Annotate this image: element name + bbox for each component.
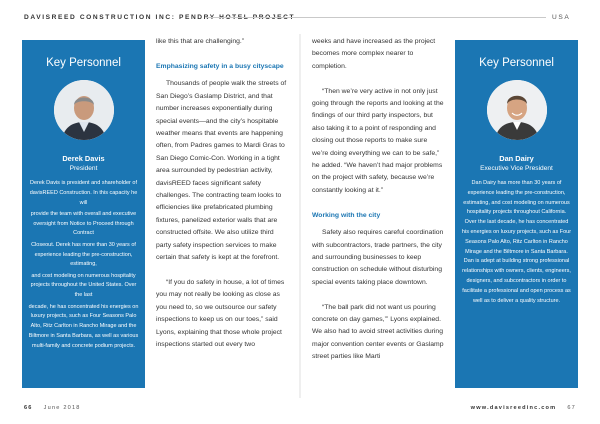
page-header [0,0,600,34]
publication-title: DAVISREED CONSTRUCTION INC: PENDRY HOTEL PROJECT [24,14,296,21]
article-paragraph: Safety also requires careful coordination with subcontractors, trade partners, the city and surrounding businesses to keep construction on schedule without disturbing special events taking place downtown. [312,229,444,286]
article-paragraph: like this that are challenging.” [156,38,245,45]
person-name: Derek Davis [62,154,105,163]
page-gutter [299,34,301,398]
issue-date: June 2018 [43,405,81,411]
website-link[interactable]: www.davisreedinc.com [470,405,557,411]
article-paragraph: “If you do safety in house, a lot of times you may not really be looking as close as you need to, so we outsource our safety inspections to keep us on our toes,” said Lyons, explaining that those whole project inspections started out every two [156,278,285,348]
section-subheading: Working with the city [312,211,381,219]
person-role: Executive Vice President [480,165,553,172]
article-paragraph: Thousands of people walk the streets of San Diego’s Gaslamp District, and that number increases exponentially during special events—and the city’s hospitable weather means that events are happening often, from Padres games to Mardi Gras to San Diego Comic-Con. Working in a tight area surrounded by pedestrian activity, davisREED faces significant safety challenges. The contracting team looks to efficiencies like prefabricated plumbing fixtures, panelized exterior walls that are constructed offsite. We also utilize third party safety inspection services to make certain that safety is kept at the forefront. [156,80,287,262]
section-subheading: Emphasizing safety in a busy cityscape [156,62,284,70]
header-divider [206,17,546,18]
page-number: 66 [24,405,33,411]
key-personnel-sidebar-right [455,40,578,388]
dan-dairy-photo [487,80,547,140]
article-paragraph: “The ball park did not want us pouring concrete on day games,’” Lyons explained. We also had to avoid street activities during major convention center events or Gaslamp street parties like Marti [312,303,444,361]
bio-paragraph: Closeout. Derek has more than 30 years of experience leading the pre-construction, estimating, [31,241,136,268]
derek-davis-photo [54,80,114,140]
portrait-icon [487,80,547,140]
sidebar-heading: Key Personnel [46,57,121,69]
bio-paragraph: decade, he has concentrated his energies on luxury projects, such as Four Seasons Palo Alto, Ritz Carlton in Rancho Mirage and the Biltmore in Santa Barbara, as well as various multi-family and concrete podium projects. [28,303,139,349]
person-role: President [69,165,98,172]
bio-paragraph: Dan Dairy has more than 30 years of experience leading the pre-construction, estimating, and cost modeling on numerous hospitality projects throughout California. Over the last decade, he has concentrated his energies on luxury projects, such as Four Seasons Palo Alto, Ritz Carlton in Rancho Mirage and the Biltmore in Santa Barbara. Dan is adept at building strong professional relationships with owners, clients, engineers, designers, and subcontractors in order to facilitate a professional and open process as well as to deliver a quality structure. [461,180,572,304]
person-bio [28,179,139,353]
footer-right [471,405,576,411]
person-bio [461,179,572,308]
person-name: Dan Dairy [499,154,534,163]
footer-left [24,405,81,411]
header-country: USA [552,14,571,21]
portrait-icon [54,80,114,140]
article-column-1 [156,36,288,364]
article-column-2 [312,36,444,376]
bio-paragraph: Derek Davis is president and shareholder of davisREED Construction. In this capacity he will [29,180,138,206]
article-paragraph: “Then we’re very active in not only just going through the reports and looking at the findings of our third party inspectors, but also taking it to a point of responding and closing out those reports to make sure we’re doing everything we can to be safe,” he added. “We haven’t had major problems on the project with safety, because we’re constantly looking at it.” [312,87,444,194]
page-number: 67 [567,405,576,411]
bio-paragraph: and cost modeling on numerous hospitality projects throughout the United States. Over the last [30,272,137,299]
bio-paragraph: provide the team with overall and executive oversight from Notice to Proceed through Contract [30,210,137,237]
sidebar-heading: Key Personnel [479,57,554,69]
article-paragraph: weeks and have increased as the project becomes more complex nearer to completion. [312,38,436,70]
key-personnel-sidebar-left [22,40,145,388]
